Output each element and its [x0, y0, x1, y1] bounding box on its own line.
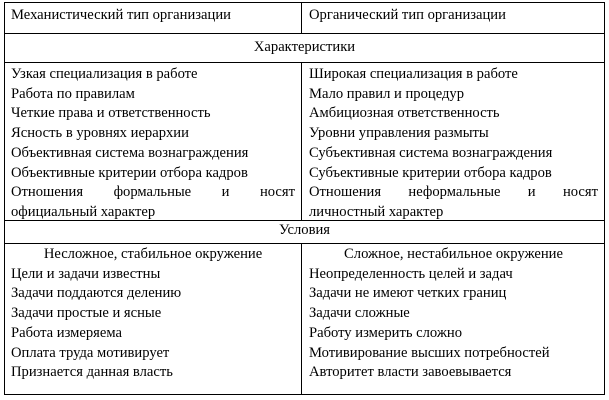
list-item: Задачи поддаются делению — [11, 285, 182, 302]
list-item: Узкая специализация в работе — [11, 66, 198, 82]
list-item: Амбициозная ответственность — [309, 105, 500, 122]
list-item: Оплата труда мотивирует — [11, 344, 170, 361]
list-item: Работа измеряема — [11, 324, 122, 341]
table-header-row — [5, 3, 604, 34]
list-item: Признается данная власть — [11, 364, 173, 381]
list-item: Объективная система вознаграждения — [11, 144, 249, 161]
list-item: Мало правил и процедур — [309, 85, 465, 102]
list-item: Цели и задачи известны — [11, 265, 161, 282]
section-title-characteristics: Характеристики — [253, 39, 356, 55]
list-item: Субъективная система вознаграждения — [309, 144, 553, 161]
list-item: Субъективные критерии отбора кадров — [309, 164, 552, 181]
section-row-conditions — [5, 221, 604, 244]
list-item: официальный характер — [11, 203, 156, 220]
list-item: Задачи сложные — [309, 305, 410, 322]
comparison-table — [4, 2, 605, 395]
list-item: Отношения неформальные и носят — [309, 184, 598, 201]
conditions-row — [5, 244, 604, 395]
characteristics-row — [5, 63, 604, 221]
characteristics-mechanistic — [5, 63, 302, 220]
list-item: Задачи простые и ясные — [11, 305, 162, 322]
list-item: Мотивирование высших потребностей — [309, 344, 550, 361]
list-item: личностный характер — [309, 203, 444, 220]
list-item: Задачи не имеют четких границ — [309, 285, 507, 302]
list-item: Широкая специализация в работе — [309, 66, 518, 82]
conditions-organic — [302, 244, 604, 395]
section-title-conditions: Условия — [278, 222, 331, 238]
list-item: Объективные критерии отбора кадров — [11, 164, 248, 181]
list-item: Работа по правилам — [11, 85, 135, 102]
conditions-header-complex: Сложное, нестабильное окружение — [344, 246, 563, 262]
header-organic: Органический тип организации — [309, 7, 506, 23]
list-item: Ясность в уровнях иерархии — [11, 125, 189, 142]
list-item: Авторитет власти завоевывается — [309, 364, 512, 381]
section-row-characteristics — [5, 34, 604, 63]
list-item: Отношения формальные и носят — [11, 184, 295, 201]
list-item: Неопределенность целей и задач — [309, 265, 513, 282]
conditions-mechanistic — [5, 244, 302, 395]
list-item: Четкие права и ответственность — [11, 105, 211, 122]
header-mechanistic: Механистический тип организации — [5, 3, 302, 33]
characteristics-organic — [302, 63, 604, 220]
conditions-header-simple: Несложное, стабильное окружение — [43, 246, 263, 262]
list-item: Работу измерить сложно — [309, 324, 463, 341]
list-item: Уровни управления размыты — [309, 125, 489, 142]
